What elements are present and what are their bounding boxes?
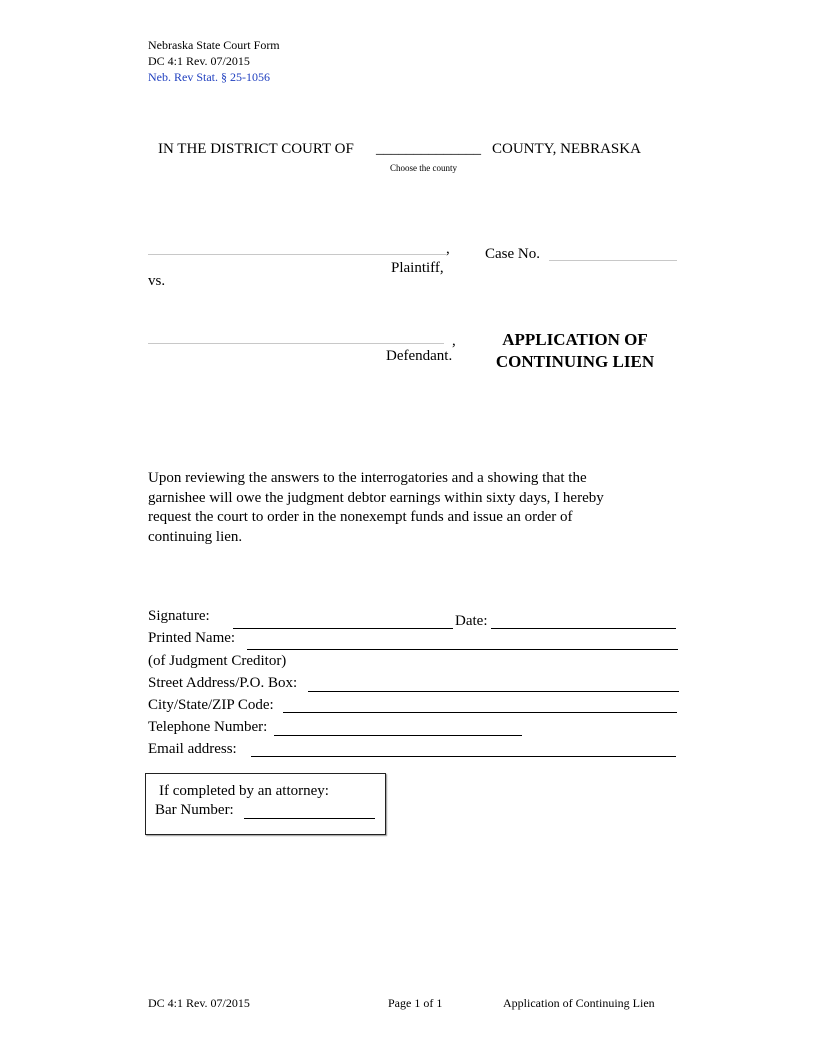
county-underscores: ______________ — [376, 141, 481, 157]
court-suffix: COUNTY, NEBRASKA — [492, 141, 641, 157]
title-line-2: CONTINUING LIEN — [495, 352, 655, 371]
attorney-heading: If completed by an attorney: — [159, 783, 329, 799]
plaintiff-comma: , — [446, 241, 450, 257]
telephone-label: Telephone Number: — [148, 719, 268, 735]
signature-label: Signature: — [148, 608, 210, 624]
street-label: Street Address/P.O. Box: — [148, 675, 298, 691]
footer-code: DC 4:1 Rev. 07/2015 — [148, 996, 250, 1010]
title-line-1: APPLICATION OF — [502, 330, 648, 349]
case-no-label: Case No. — [485, 246, 540, 262]
statute-link[interactable]: Neb. Rev Stat. § 25-1056 — [148, 70, 270, 84]
bar-number-field[interactable] — [244, 818, 375, 819]
bar-number-label: Bar Number: — [155, 802, 234, 818]
footer-title: Application of Continuing Lien — [503, 996, 655, 1010]
date-label: Date: — [455, 613, 488, 629]
form-code: DC 4:1 Rev. 07/2015 — [148, 54, 250, 68]
body-paragraph: Upon reviewing the answers to the interrogatories and a showing that the garnishee will owe the judgment debtor earnings within sixty days, I hereby request the court to order in the nonexempt funds and issue an order of continuing lien. — [148, 470, 604, 545]
defendant-comma: , — [452, 333, 456, 349]
street-field[interactable] — [308, 691, 679, 692]
form-title: Nebraska State Court Form — [148, 38, 280, 52]
email-field[interactable] — [251, 756, 676, 757]
city-label: City/State/ZIP Code: — [148, 697, 274, 713]
printed-name-label: Printed Name: — [148, 630, 236, 646]
court-prefix: IN THE DISTRICT COURT OF — [158, 141, 354, 157]
defendant-field[interactable] — [148, 343, 444, 344]
county-select[interactable] — [376, 141, 490, 158]
attorney-box — [145, 773, 386, 835]
defendant-label: Defendant. — [386, 348, 453, 364]
email-label: Email address: — [148, 741, 237, 757]
printed-name-field[interactable] — [247, 649, 678, 650]
telephone-field[interactable] — [274, 735, 522, 736]
vs-label: vs. — [148, 273, 166, 289]
plaintiff-field[interactable] — [148, 254, 446, 255]
county-hint: Choose the county — [390, 163, 457, 173]
city-field[interactable] — [283, 712, 677, 713]
signature-field[interactable] — [233, 628, 453, 629]
date-field[interactable] — [491, 628, 676, 629]
footer-page: Page 1 of 1 — [388, 996, 443, 1010]
document-title — [470, 329, 680, 373]
plaintiff-label: Plaintiff, — [391, 260, 444, 276]
case-no-field[interactable] — [549, 260, 677, 261]
judgment-creditor-note: (of Judgment Creditor) — [148, 653, 287, 669]
